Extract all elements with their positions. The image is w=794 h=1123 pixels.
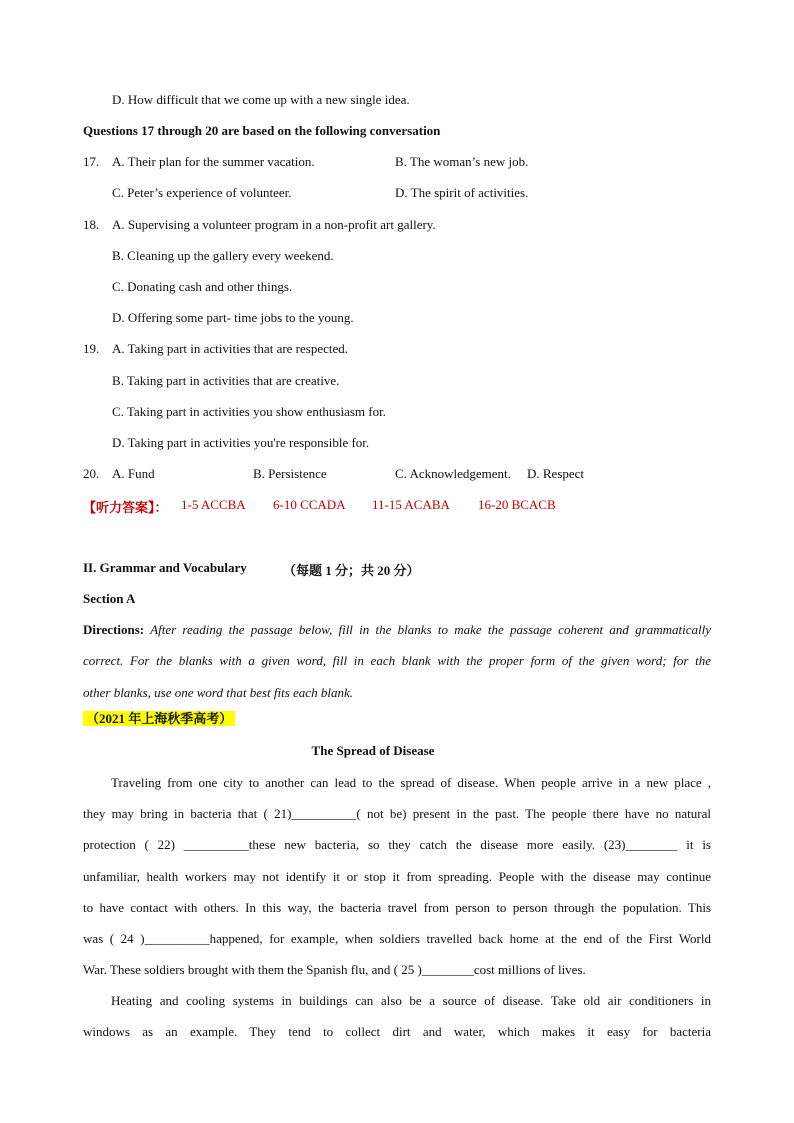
directions-label: Directions: [83,622,145,637]
passage-paragraph-1 [83,767,711,985]
passage-line: Heating and cooling systems in buildings can also be a source of disease. Take old air conditioners in [111,993,711,1008]
passage-line: protection ( 22) __________these new bacteria, so they catch the disease more easily. (23)________ it is [83,837,711,853]
listening-answers [83,497,168,516]
directions-line-3: other blanks, use one word that best fits each blank. [83,685,353,700]
q18-number: 18. [83,217,100,232]
passage-line: was ( 24 )__________happened, for example, when soldiers travelled back home at the end of the First World [83,930,711,946]
section-a-heading: Section A [83,591,136,606]
q17-option-c: C. Peter’s experience of volunteer. [112,185,292,200]
q18-option-a: A. Supervising a volunteer program in a non-profit art gallery. [112,217,436,232]
q20-option-d: D. Respect [527,466,585,481]
q20-number: 20. [83,466,100,481]
answers-label: 【听力答案】： [83,500,168,515]
passage-title: The Spread of Disease [311,743,435,758]
passage-line: they may bring in bacteria that ( 21)__________( not be) present in the past. The people there have no natural [83,806,711,822]
q19-number: 19. [83,341,100,356]
q16-option-d: D. How difficult that we come up with a new single idea. [112,92,410,107]
q18-option-c: C. Donating cash and other things. [112,279,293,294]
q19-option-d: D. Taking part in activities you're responsible for. [112,435,370,450]
passage-line: War. These soldiers brought with them the Spanish flu, and ( 25 )________cost millions of lives. [83,962,586,978]
conversation-heading: Questions 17 through 20 are based on the following conversation [83,123,441,138]
answers-group-4: 16-20 BCACB [478,497,556,512]
q19-option-c: C. Taking part in activities you show enthusiasm for. [112,404,386,419]
answers-group-3: 11-15 ACABA [372,497,450,512]
q17-option-d: D. The spirit of activities. [395,185,529,200]
directions-line-1: Directions: After reading the passage below, fill in the blanks to make the passage coherent and grammatically [83,622,711,637]
q17-option-a: A. Their plan for the summer vacation. [112,154,315,169]
q20-option-a: A. Fund [112,466,155,481]
passage-paragraph-2 [83,985,711,1047]
q19-option-a: A. Taking part in activities that are respected. [112,341,349,356]
section-title: II. Grammar and Vocabulary [83,560,247,575]
q19-option-b: B. Taking part in activities that are creative. [112,373,340,388]
q20-option-c: C. Acknowledgement. [395,466,511,481]
answers-group-1: 1-5 ACCBA [181,497,246,512]
passage-line: windows as an example. They tend to collect dirt and water, which makes it easy for bacteria [83,1024,711,1040]
passage-line: Traveling from one city to another can lead to the spread of disease. When people arrive in a new place , [111,775,711,790]
q18-option-b: B. Cleaning up the gallery every weekend. [112,248,334,263]
q18-option-d: D. Offering some part- time jobs to the young. [112,310,354,325]
directions-line-2: correct. For the blanks with a given word, fill in each blank with the proper form of the given word; for the [83,653,711,668]
passage-line: unfamiliar, health workers may not identify it or stop it from spreading. People with the disease may continue [83,868,711,884]
q17-option-b: B. The woman’s new job. [395,154,529,169]
q17-number: 17. [83,154,100,169]
source-tag: （2021 年上海秋季高考） [83,708,235,727]
q20-option-b: B. Persistence [253,466,327,481]
passage-line: to have contact with others. In this way, the bacteria travel from person to person through the population. This [83,899,711,915]
section-score: （每题 1 分；共 20 分） [283,563,420,578]
answers-group-2: 6-10 CCADA [273,497,346,512]
